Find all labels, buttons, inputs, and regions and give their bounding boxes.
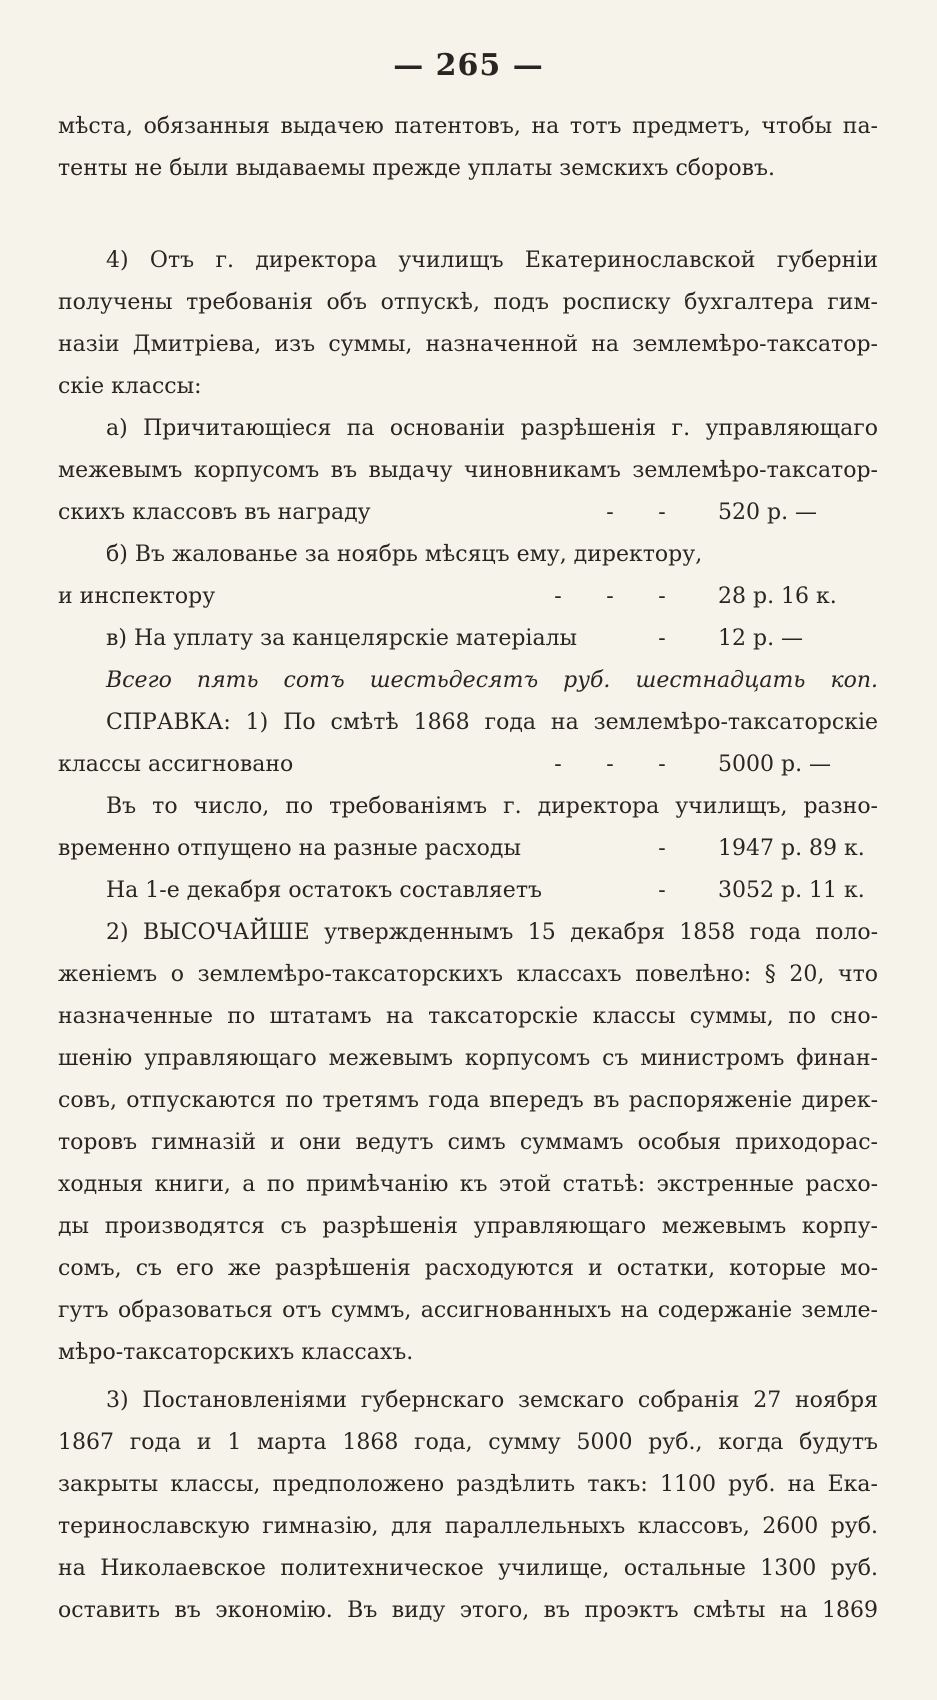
row-dash: - [554, 584, 562, 609]
text-line: а) Причитающіеся па основаніи разрѣшенія г. управляющаго [106, 416, 878, 441]
text-line: 1867 года и 1 марта 1868 года, сумму 5000 руб., когда будутъ [58, 1430, 878, 1455]
text-line: СПРАВКА: 1) По смѣтѣ 1868 года на землемѣро-таксаторскіе [106, 710, 878, 735]
row-dash: - [658, 626, 666, 651]
text-line: тенты не были выдаваемы прежде уплаты земскихъ сборовъ. [58, 156, 775, 181]
text-line: совъ, отпускаются по третямъ года впередъ въ распоряженіе дирек- [58, 1088, 878, 1113]
text-line: ды производятся съ разрѣшенія управляющаго межевымъ корпу- [58, 1214, 878, 1239]
row-label: и инспектору [58, 584, 216, 609]
row-amount: 1947 р. 89 к. [718, 836, 865, 861]
amount-row [58, 744, 878, 786]
row-amount: 28 р. 16 к. [718, 584, 837, 609]
amount-row [58, 870, 878, 912]
row-label: в) На уплату за канцелярскіе матеріалы [106, 626, 578, 651]
page-text [58, 106, 878, 1632]
text-line: оставить въ экономію. Въ виду этого, въ проэктъ смѣты на 1869 [58, 1598, 878, 1623]
row-dash: - [606, 584, 614, 609]
amount-row [58, 618, 878, 660]
text-line: мѣро-таксаторскихъ классахъ. [58, 1340, 414, 1365]
text-line: торовъ гимназій и они ведутъ симъ суммамъ особыя приходорас- [58, 1130, 878, 1155]
text-line: б) Въ жалованье за ноябрь мѣсяцъ ему, директору, [106, 542, 703, 567]
row-label: На 1-е декабря остатокъ составляетъ [106, 878, 542, 903]
row-label: классы ассигновано [58, 752, 294, 777]
total-line: Всего пять сотъ шестьдесятъ руб. шестнадцать коп. [106, 668, 878, 693]
amount-row [58, 576, 878, 618]
text-line: скіе классы: [58, 374, 202, 399]
row-dash: - [658, 836, 666, 861]
text-line: женіемъ о землемѣро-таксаторскихъ классахъ повелѣно: § 20, что [58, 962, 878, 987]
row-amount: 3052 р. 11 к. [718, 878, 865, 903]
row-dash: - [658, 752, 666, 777]
row-dash: - [658, 584, 666, 609]
row-label: скихъ классовъ въ награду [58, 500, 371, 525]
row-amount: 520 р. — [718, 500, 818, 525]
row-dash: - [658, 878, 666, 903]
text-line: назначенные по штатамъ на таксаторскіе классы суммы, по сно- [58, 1004, 878, 1029]
row-dash: - [606, 500, 614, 525]
row-amount: 12 р. — [718, 626, 804, 651]
row-dash: - [554, 752, 562, 777]
row-amount: 5000 р. — [718, 752, 832, 777]
text-line: гутъ образоваться отъ суммъ, ассигнованныхъ на содержаніе земле- [58, 1298, 878, 1323]
text-line: мѣста, обязанныя выдачею патентовъ, на тотъ предметъ, чтобы па- [58, 114, 878, 139]
text-line: закрыты классы, предположено раздѣлить такъ: 1100 руб. на Ека- [58, 1472, 878, 1497]
text-line: межевымъ корпусомъ въ выдачу чиновникамъ землемѣро-таксатор- [58, 458, 878, 483]
text-line: на Николаевское политехническое училище, остальные 1300 руб. [58, 1556, 878, 1581]
amount-row [58, 828, 878, 870]
text-line: назіи Дмитріева, изъ суммы, назначенной на землемѣро-таксатор- [58, 332, 878, 357]
page-number: — 265 — [393, 48, 544, 83]
row-dash: - [658, 500, 666, 525]
text-line: сомъ, съ его же разрѣшенія расходуются и остатки, которые мо- [58, 1256, 878, 1281]
text-line: Въ то число, по требованіямъ г. директора училищъ, разно- [106, 794, 878, 819]
text-line: 4) Отъ г. директора училищъ Екатеринославской губерніи [106, 248, 878, 273]
row-dash: - [606, 752, 614, 777]
text-line: 2) ВЫСОЧАЙШЕ утвержденнымъ 15 декабря 1858 года поло- [106, 920, 878, 945]
row-label: временно отпущено на разные расходы [58, 836, 521, 861]
text-line: теринославскую гимназію, для параллельныхъ классовъ, 2600 руб. [58, 1514, 878, 1539]
text-line: шенію управляющаго межевымъ корпусомъ съ министромъ финан- [58, 1046, 878, 1071]
text-line: ходныя книги, а по примѣчанію къ этой статьѣ: экстренные расхо- [58, 1172, 878, 1197]
text-line: 3) Постановленіями губернскаго земскаго собранія 27 ноября [106, 1388, 878, 1413]
amount-row [58, 492, 878, 534]
text-line: получены требованія объ отпускѣ, подъ росписку бухгалтера гим- [58, 290, 878, 315]
